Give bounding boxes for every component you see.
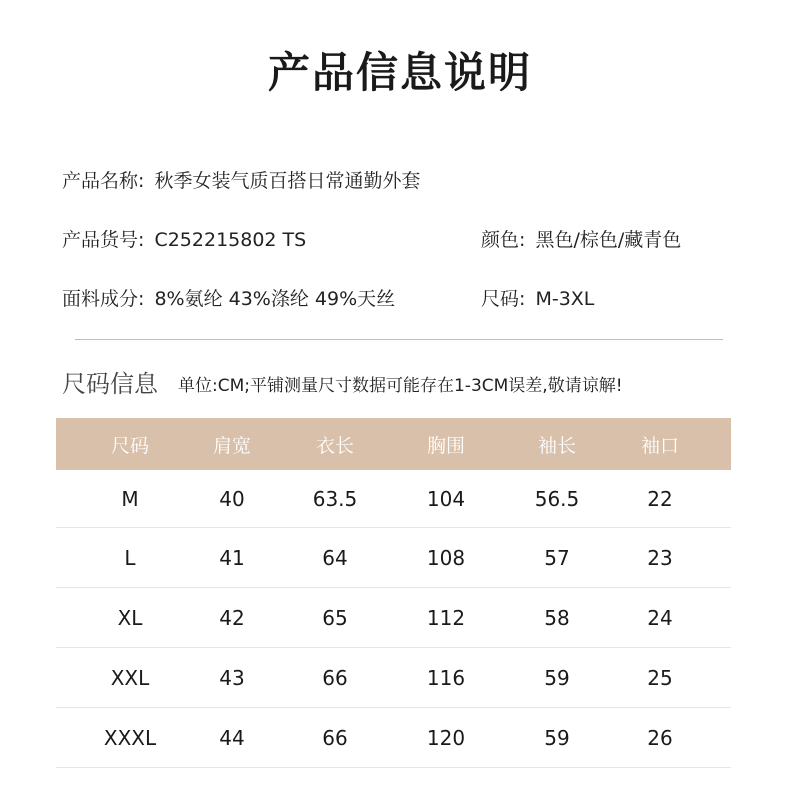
product-code-row [62, 225, 306, 252]
table-cell-size: XXXL [103, 725, 157, 750]
product-color-row [481, 225, 681, 252]
header-cell-shoulder: 肩宽 [212, 434, 251, 457]
product-size-value: M-3XL [535, 288, 595, 310]
product-name-label: 产品名称: [62, 170, 145, 192]
table-cell-sleeve: 57 [544, 545, 570, 570]
header-cell-bust: 胸围 [426, 434, 465, 457]
product-fabric-label: 面料成分: [62, 288, 145, 310]
table-cell-bust: 120 [426, 725, 466, 750]
size-table-body [56, 470, 731, 768]
table-cell-sleeve: 59 [544, 665, 570, 690]
table-row [56, 648, 731, 708]
table-cell-length: 63.5 [312, 486, 358, 511]
size-table-header [56, 418, 731, 470]
product-code-value: C252215802 TS [154, 229, 307, 251]
product-color-label: 颜色: [481, 229, 526, 251]
page-title: 产品信息说明 [267, 48, 532, 97]
product-name-value: 秋季女装气质百搭日常通勤外套 [154, 170, 421, 192]
table-cell-bust: 112 [426, 605, 466, 630]
table-cell-sleeve: 59 [544, 725, 570, 750]
product-color-value: 黑色/棕色/藏青色 [535, 229, 682, 251]
size-section-title: 尺码信息 [62, 370, 158, 398]
table-row [56, 470, 731, 528]
table-cell-sleeve: 58 [544, 605, 570, 630]
table-cell-shoulder: 42 [219, 605, 245, 630]
table-cell-length: 66 [322, 725, 348, 750]
table-cell-size: XL [117, 605, 143, 630]
table-row [56, 708, 731, 768]
table-cell-sleeve: 56.5 [534, 486, 580, 511]
header-cell-size: 尺码 [110, 434, 149, 457]
product-name-row [62, 166, 420, 193]
table-cell-cuff: 23 [647, 545, 673, 570]
table-cell-cuff: 22 [647, 486, 673, 511]
table-cell-size: L [124, 545, 136, 570]
table-cell-cuff: 24 [647, 605, 673, 630]
table-cell-length: 66 [322, 665, 348, 690]
table-cell-shoulder: 40 [219, 486, 245, 511]
product-code-label: 产品货号: [62, 229, 145, 251]
table-row [56, 528, 731, 588]
table-cell-size: XXL [110, 665, 150, 690]
product-size-row [481, 284, 594, 311]
table-cell-bust: 108 [426, 545, 466, 570]
table-cell-shoulder: 41 [219, 545, 245, 570]
header-cell-sleeve: 袖长 [537, 434, 576, 457]
table-cell-length: 64 [322, 545, 348, 570]
header-cell-length: 衣长 [315, 434, 354, 457]
header-cell-cuff: 袖口 [640, 434, 679, 457]
size-table [56, 418, 731, 768]
product-fabric-value: 8%氨纶 43%涤纶 49%天丝 [154, 288, 396, 310]
section-divider [75, 339, 723, 340]
table-cell-bust: 116 [426, 665, 466, 690]
size-note: 单位:CM;平铺测量尺寸数据可能存在1-3CM误差,敬请谅解! [178, 376, 623, 396]
table-cell-length: 65 [322, 605, 348, 630]
table-cell-shoulder: 43 [219, 665, 245, 690]
product-size-label: 尺码: [481, 288, 526, 310]
table-cell-cuff: 26 [647, 725, 673, 750]
table-cell-bust: 104 [426, 486, 466, 511]
table-row [56, 588, 731, 648]
product-fabric-row [62, 284, 395, 311]
table-cell-cuff: 25 [647, 665, 673, 690]
table-cell-shoulder: 44 [219, 725, 245, 750]
table-cell-size: M [121, 486, 139, 511]
